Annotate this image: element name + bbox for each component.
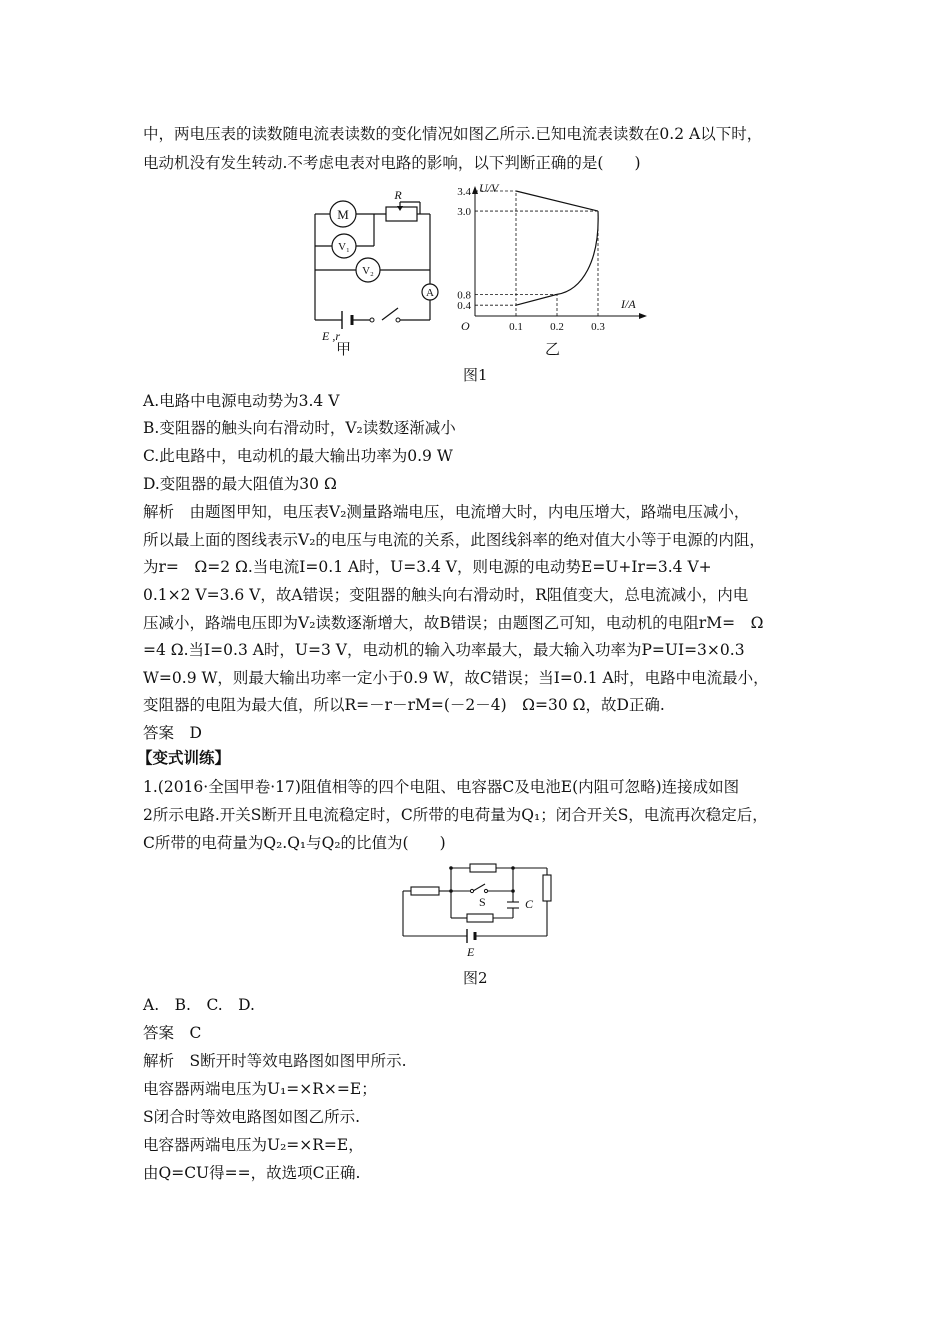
- series-v1-line: [516, 211, 598, 305]
- analysis2-line-1: 解析 S断开时等效电路图如图甲所示.: [143, 1052, 407, 1070]
- y-axis-label: U/V: [479, 181, 499, 195]
- section-title: 【变式训练】: [137, 748, 231, 767]
- analysis2-line-4: 电容器两端电压为U₂=×R=E，: [143, 1136, 364, 1154]
- y-tick-label: 3.0: [457, 206, 471, 219]
- fig1-left-caption: 甲: [336, 340, 352, 358]
- analysis-line-8: 变阻器的电阻为最大值，所以R=－r－rM=(－2－4) Ω=30 Ω，故D正确.: [143, 696, 665, 714]
- analysis2-line-5: 由Q=CU得==，故选项C正确.: [143, 1164, 361, 1182]
- y-tick-label: 0.4: [457, 300, 471, 313]
- q2-line-2: 2所示电路.开关S断开且电流稳定时，C所带的电荷量为Q₁；闭合开关S，电流再次稳定后，: [143, 806, 768, 824]
- motor-label: M: [337, 207, 349, 222]
- x-tick-label: 0.3: [591, 321, 605, 333]
- u-i-chart: [445, 178, 650, 338]
- circuit-diagram-jia: [300, 180, 450, 350]
- fig1-right-caption: 乙: [545, 340, 561, 358]
- origin-label: O: [461, 319, 470, 333]
- fig1-caption: 图1: [463, 366, 488, 384]
- q2-line-1: 1.(2016·全国甲卷·17)阻值相等的四个电阻、电容器C及电池E(内阻可忽略)连接成如图: [143, 778, 740, 796]
- y-tick-label: 0.8: [457, 289, 471, 302]
- q2-line-3: C所带的电荷量为Q₂.Q₁与Q₂的比值为( ): [143, 834, 446, 852]
- analysis-line-2: 所以最上面的图线表示V₂的电压与电流的关系，此图线斜率的绝对值大小等于电源的内阻，: [143, 531, 765, 549]
- analysis2-line-2: 电容器两端电压为U₁=×R×=E；: [143, 1080, 377, 1098]
- q2-options: A. B. C. D.: [143, 996, 255, 1014]
- intro-line-1: 中，两电压表的读数随电流表读数的变化情况如图乙所示.已知电流表读数在0.2 A以下时，: [143, 125, 763, 143]
- switch-label: S: [479, 895, 486, 909]
- fig2-caption: 图2: [463, 969, 488, 987]
- series-v2-line: [516, 191, 598, 211]
- voltmeter-v1-label: V₁: [338, 241, 350, 253]
- capacitor-label: C: [525, 897, 534, 911]
- analysis-line-1: 解析 由题图甲知，电压表V₂测量路端电压，电流增大时，内电压增大，路端电压减小，: [143, 503, 750, 521]
- answer-2: 答案 C: [143, 1024, 202, 1042]
- analysis-line-5: 压减小，路端电压即为V₂读数逐渐增大，故B错误；由题图乙可知，电动机的电阻rM= Ω: [143, 614, 764, 632]
- x-axis-label: I/A: [621, 297, 636, 311]
- analysis-line-6: =4 Ω.当I=0.3 A时，U=3 V，电动机的输入功率最大，最大输入功率为P=UI=3×0.3: [143, 641, 745, 659]
- source-label: E ,r: [322, 329, 340, 343]
- option-b: B.变阻器的触头向右滑动时，V₂读数逐渐减小: [143, 419, 456, 437]
- answer-1: 答案 D: [143, 724, 202, 742]
- y-tick-label: 3.4: [457, 186, 471, 198]
- rheostat: [386, 207, 417, 221]
- rheostat-label: R: [394, 188, 402, 202]
- analysis2-line-3: S闭合时等效电路图如图乙所示.: [143, 1108, 361, 1126]
- option-a: A.电路中电源电动势为3.4 V: [143, 392, 340, 410]
- x-tick-label: 0.1: [509, 321, 523, 333]
- analysis-line-7: W=0.9 W，则最大输出功率一定小于0.9 W，故C错误；当I=0.1 A时，电路中电流最小，: [143, 669, 769, 687]
- ammeter-label: A: [426, 287, 434, 299]
- battery-label: E: [467, 945, 475, 958]
- option-c: C.此电路中，电动机的最大输出功率为0.9 W: [143, 447, 453, 465]
- analysis-line-4: 0.1×2 V=3.6 V，故A错误；变阻器的触头向右滑动时，R阻值变大，总电流减小，内电: [143, 586, 749, 604]
- analysis-line-3: 为r= Ω=2 Ω.当电流I=0.1 A时，U=3.4 V，则电源的电动势E=U+Ir=3.4 V+: [143, 558, 712, 576]
- circuit-diagram-fig2: [395, 858, 565, 958]
- option-d: D.变阻器的最大阻值为30 Ω: [143, 475, 337, 493]
- voltmeter-v2-label: V₂: [362, 265, 374, 277]
- intro-line-2: 电动机没有发生转动.不考虑电表对电路的影响，以下判断正确的是( ): [143, 154, 641, 172]
- x-tick-label: 0.2: [550, 321, 564, 333]
